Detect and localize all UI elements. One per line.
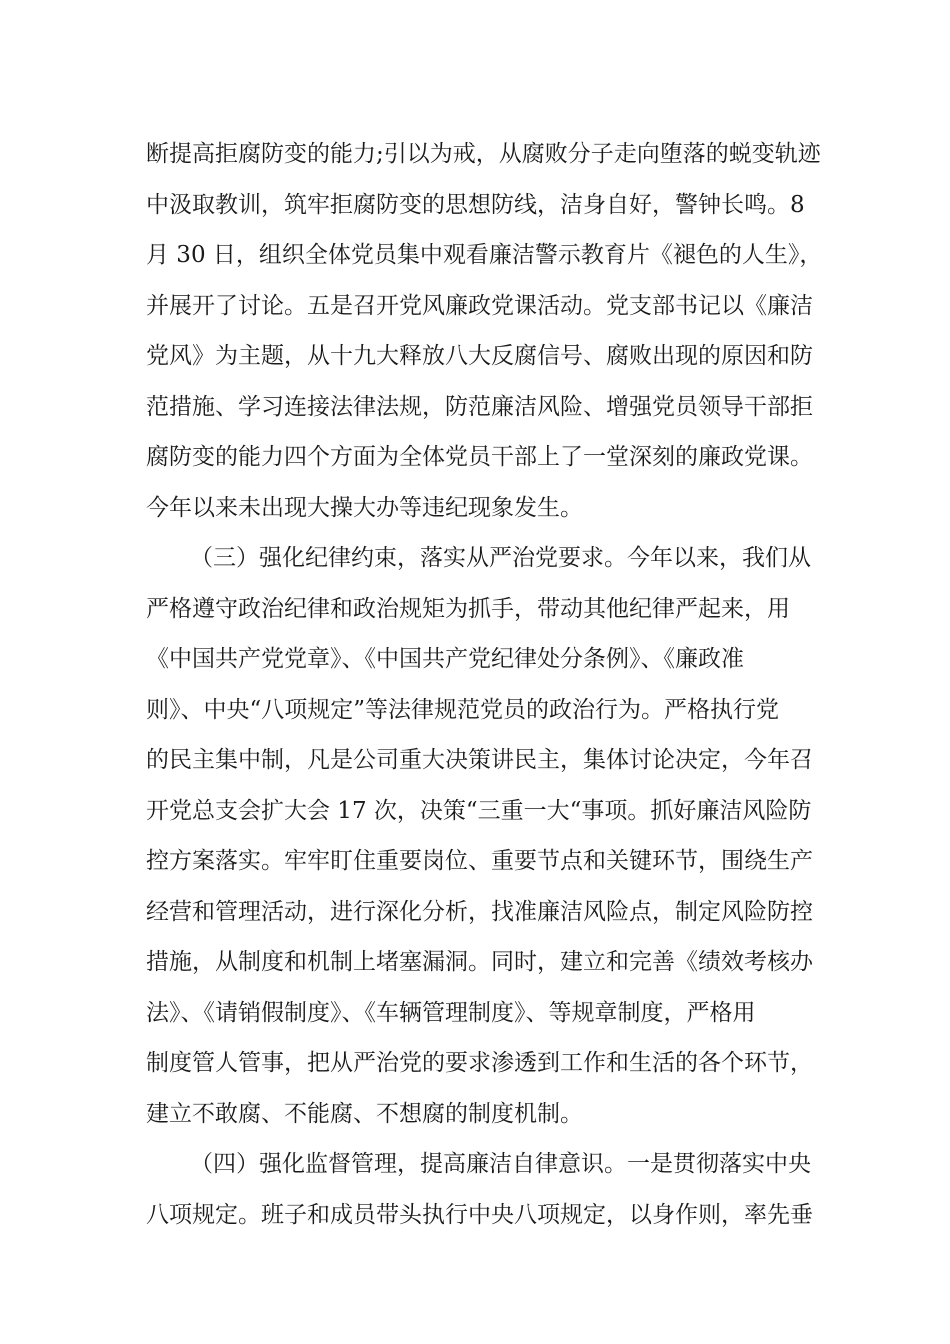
text-line: 建立不敢腐、不能腐、不想腐的制度机制。 [146, 1100, 583, 1127]
text-line: 经营和管理活动，进行深化分析，找准廉洁风险点，制定风险防控 [146, 898, 813, 925]
document-body [146, 129, 823, 1240]
text-line: 党风》为主题，从十九大释放八大反腐信号、腐败出现的原因和防 [146, 343, 813, 369]
text-line: 制度管人管事，把从严治党的要求渗透到工作和生活的各个环节， [146, 1050, 813, 1076]
text-line: 开党总支会扩大会 17 次，决策“三重一大“事项。抓好廉洁风险防 [146, 797, 812, 824]
text-line: 措施，从制度和机制上堵塞漏洞。同时，建立和完善《绩效考核办 [146, 949, 813, 975]
text-line: 今年以来未出现大操大办等违纪现象发生。 [146, 494, 583, 521]
text-line: 控方案落实。牢牢盯住重要岗位、重要节点和关键环节，围绕生产 [146, 848, 813, 874]
text-line: 范措施、学习连接法律法规，防范廉洁风险、增强党员领导干部拒 [146, 393, 813, 420]
text-line: 并展开了讨论。五是召开党风廉政党课活动。党支部书记以《廉洁 [146, 292, 813, 319]
text-line: 月 30 日，组织全体党员集中观看廉洁警示教育片《褪色的人生》， [146, 242, 823, 268]
text-line: 的民主集中制，凡是公司重大决策讲民主，集体讨论决定，今年召 [146, 747, 813, 773]
text-line: 法》、《请销假制度》、《车辆管理制度》、等规章制度，严格用 [146, 999, 756, 1026]
text-line: 则》、中央“八项规定”等法律规范党员的政治行为。严格执行党 [146, 696, 780, 723]
text-line: 腐防变的能力四个方面为全体党员干部上了一堂深刻的廉政党课。 [146, 444, 813, 470]
paragraph-start-line: （四）强化监督管理，提高廉洁自律意识。一是贯彻落实中央 [190, 1151, 811, 1177]
text-line: 中汲取教训，筑牢拒腐防变的思想防线，洁身自好，警钟长鸣。8 [146, 191, 805, 218]
text-line: 严格遵守政治纪律和政治规矩为抓手，带动其他纪律严起来，用 [146, 595, 790, 622]
text-line: 《中国共产党党章》、《中国共产党纪律处分条例》、《廉政准 [146, 646, 744, 672]
paragraph-start-line: （三）强化纪律约束，落实从严治党要求。今年以来，我们从 [190, 545, 811, 571]
text-line: 八项规定。班子和成员带头执行中央八项规定，以身作则，率先垂 [146, 1201, 813, 1228]
text-line: 断提高拒腐防变的能力;引以为戒，从腐败分子走向堕落的蜕变轨迹 [146, 141, 821, 167]
